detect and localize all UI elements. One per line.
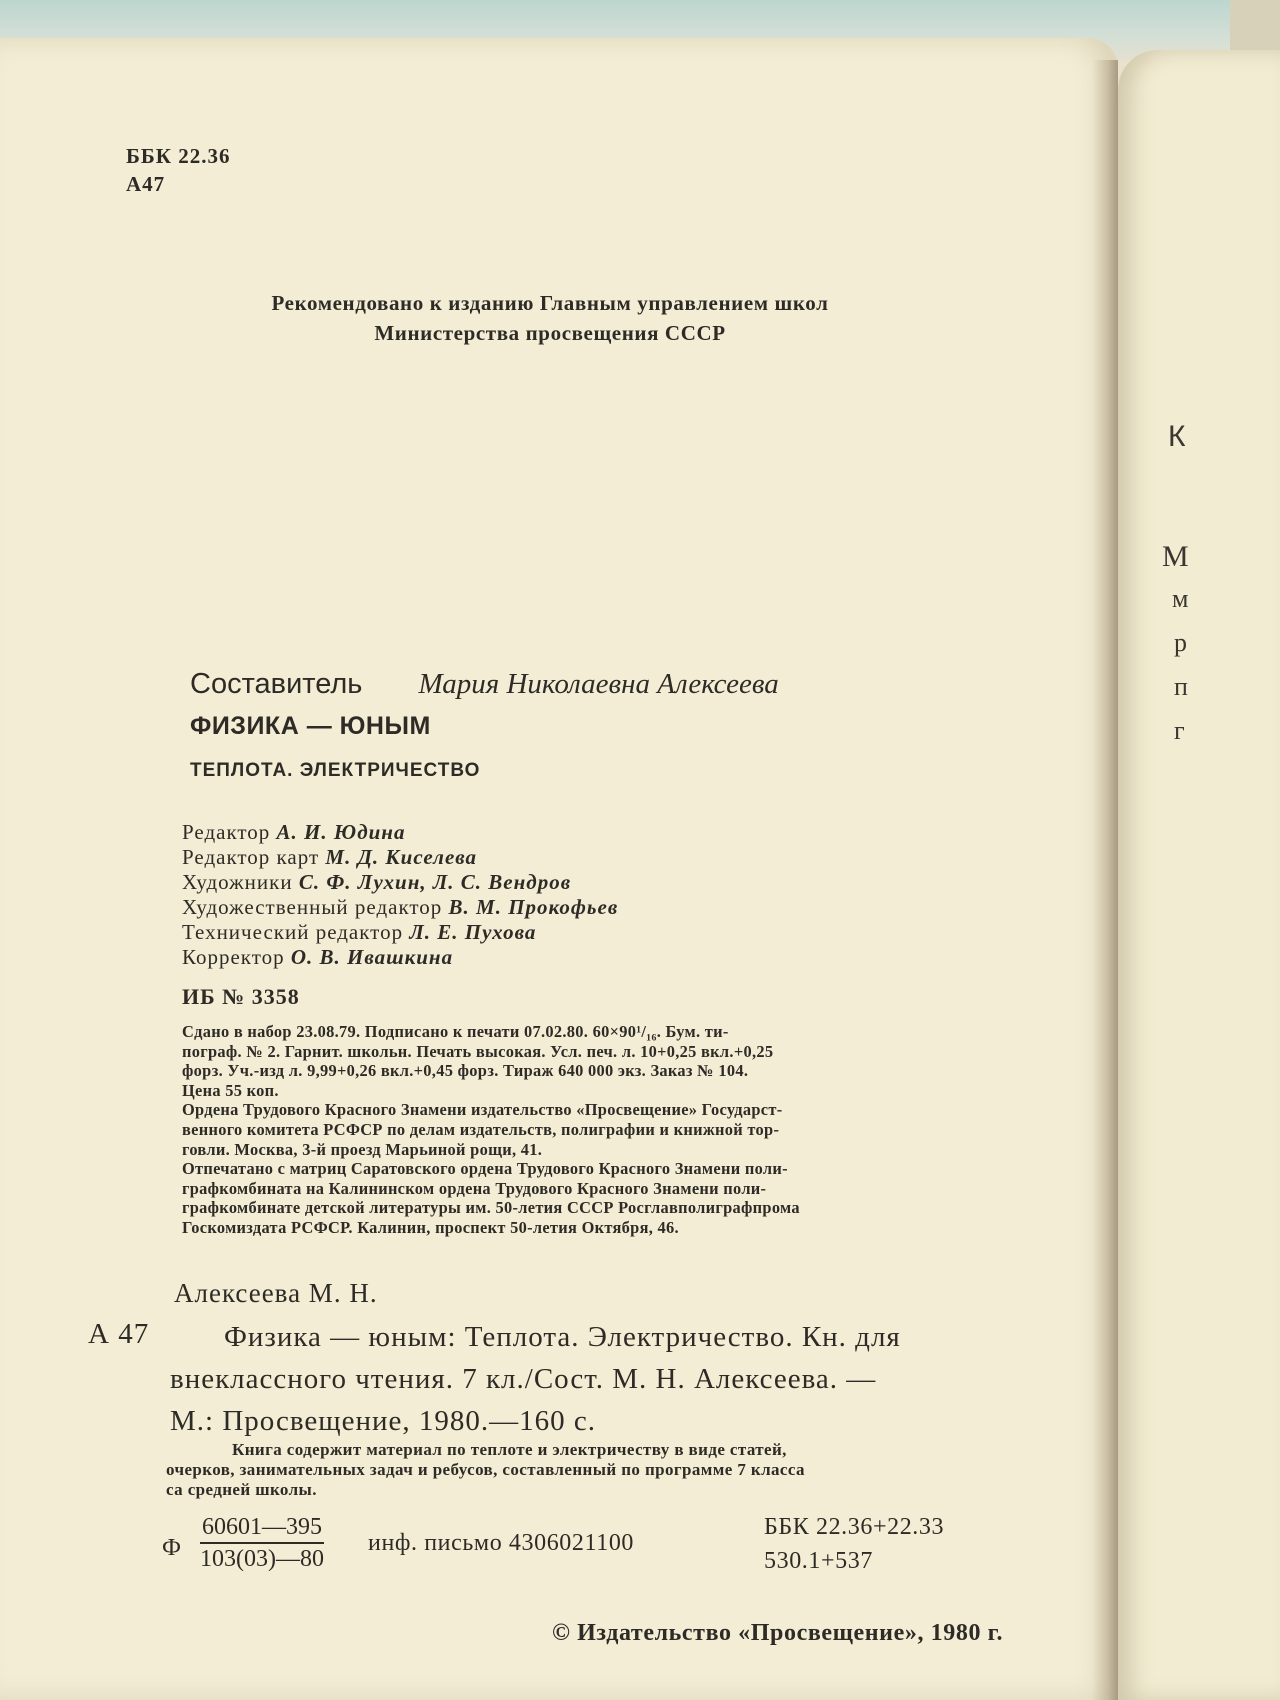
recommendation-note <box>140 288 960 348</box>
compiler-name: Мария Николаевна Алексеева <box>418 668 779 700</box>
credit-role: Технический редактор <box>182 920 404 944</box>
credit-row <box>182 845 618 870</box>
catalog-code: А 47 <box>88 1318 150 1350</box>
page-gutter-shadow <box>1092 60 1118 1700</box>
catalog-phi: Ф <box>162 1535 181 1561</box>
imprint-block <box>182 1022 1077 1238</box>
imprint-line: говли. Москва, 3-й проезд Марьиной рощи, 41. <box>182 1139 543 1159</box>
fraction-denominator: 103(03)—80 <box>200 1546 324 1572</box>
credit-row <box>182 895 618 920</box>
recommendation-line: Рекомендовано к изданию Главным управлением школ <box>271 291 829 315</box>
abstract-line: Книга содержит материал по теплоте и электричеству в виде статей, <box>232 1440 787 1459</box>
author-mark: А47 <box>126 172 166 196</box>
info-letter: инф. письмо 4306021100 <box>368 1530 635 1556</box>
credit-row <box>182 945 618 970</box>
catalog-indexes <box>764 1510 944 1578</box>
catalog-line: М.: Просвещение, 1980.—160 с. <box>170 1405 597 1437</box>
right-page-fragment: м <box>1172 584 1189 613</box>
credit-role: Редактор <box>182 820 271 844</box>
catalog-abstract <box>166 1440 1086 1500</box>
catalog-line: Физика — юным: Теплота. Электричество. Кн. для <box>224 1321 901 1353</box>
credit-row <box>182 920 618 945</box>
catalog-fraction <box>200 1512 324 1574</box>
credit-row <box>182 820 618 845</box>
catalog-author: Алексеева М. Н. <box>174 1278 378 1308</box>
credit-role: Корректор <box>182 945 285 969</box>
right-page-fragment: К <box>1168 420 1186 453</box>
imprint-line: Отпечатано с матриц Саратовского ордена Трудового Красного Знамени поли- <box>182 1159 788 1179</box>
copyright-line: © Издательство «Просвещение», 1980 г. <box>552 1620 1004 1646</box>
catalog-line: внеклассного чтения. 7 кл./Сост. М. Н. Алексеева. — <box>170 1363 877 1395</box>
ib-number: ИБ № 3358 <box>182 984 300 1009</box>
book-subtitle: ТЕПЛОТА. ЭЛЕКТРИЧЕСТВО <box>190 760 481 781</box>
credit-person: В. М. Прокофьев <box>448 895 619 919</box>
credit-person: А. И. Юдина <box>276 820 406 844</box>
credit-role: Художественный редактор <box>182 895 443 919</box>
credit-person: М. Д. Киселева <box>325 845 478 869</box>
abstract-line: са средней школы. <box>166 1480 317 1499</box>
catalog-description <box>170 1316 1082 1442</box>
compiler-label: Составитель <box>190 668 363 700</box>
imprint-line: графкомбинате детской литературы им. 50-летия СССР Росглавполиграфпрома <box>182 1198 800 1218</box>
right-page-fragment: г <box>1174 716 1185 745</box>
imprint-line: графкомбината на Калининском ордена Трудового Красного Знамени поли- <box>182 1178 767 1198</box>
classification-block <box>126 142 231 198</box>
credit-person: С. Ф. Лухин, Л. С. Вендров <box>298 870 572 894</box>
imprint-line: венного комитета РСФСР по делам издательств, полиграфии и книжной тор- <box>182 1119 780 1139</box>
credit-role: Художники <box>182 870 293 894</box>
imprint-line: Госкомиздата РСФСР. Калинин, проспект 50-летия Октября, 46. <box>182 1217 679 1237</box>
right-page-fragment: М <box>1162 540 1189 573</box>
credits-list <box>182 820 618 970</box>
bbk-full: ББК 22.36+22.33 <box>764 1514 945 1540</box>
right-page-fragment: п <box>1174 672 1188 701</box>
compiler-line <box>190 668 779 701</box>
right-page <box>1118 50 1280 1700</box>
imprint-line: пограф. № 2. Гарнит. школьн. Печать высокая. Усл. печ. л. 10+0,25 вкл.+0,25 <box>182 1041 774 1061</box>
imprint-line: Сдано в набор 23.08.79. Подписано к печати 07.02.80. 60×90¹/₁₆. Бум. ти- <box>182 1022 729 1041</box>
credit-row <box>182 870 618 895</box>
imprint-line: Ордена Трудового Красного Знамени издательство «Просвещение» Государст- <box>182 1100 783 1120</box>
fraction-numerator: 60601—395 <box>200 1512 324 1544</box>
bbk-code: ББК 22.36 <box>126 144 231 168</box>
right-page-fragment: р <box>1174 628 1187 657</box>
credit-role: Редактор карт <box>182 845 320 869</box>
credit-person: О. В. Ивашкина <box>290 945 454 969</box>
credit-person: Л. Е. Пухова <box>409 920 537 944</box>
book-title: ФИЗИКА — ЮНЫМ <box>190 712 431 740</box>
abstract-line: очерков, занимательных задач и ребусов, составленный по программе 7 класса <box>166 1460 805 1479</box>
recommendation-line: Министерства просвещения СССР <box>374 321 726 345</box>
imprint-line: форз. Уч.-изд л. 9,99+0,26 вкл.+0,45 форз. Тираж 640 000 экз. Заказ № 104. <box>182 1061 749 1081</box>
imprint-line: Цена 55 коп. <box>182 1080 279 1100</box>
udc-code: 530.1+537 <box>764 1548 873 1574</box>
